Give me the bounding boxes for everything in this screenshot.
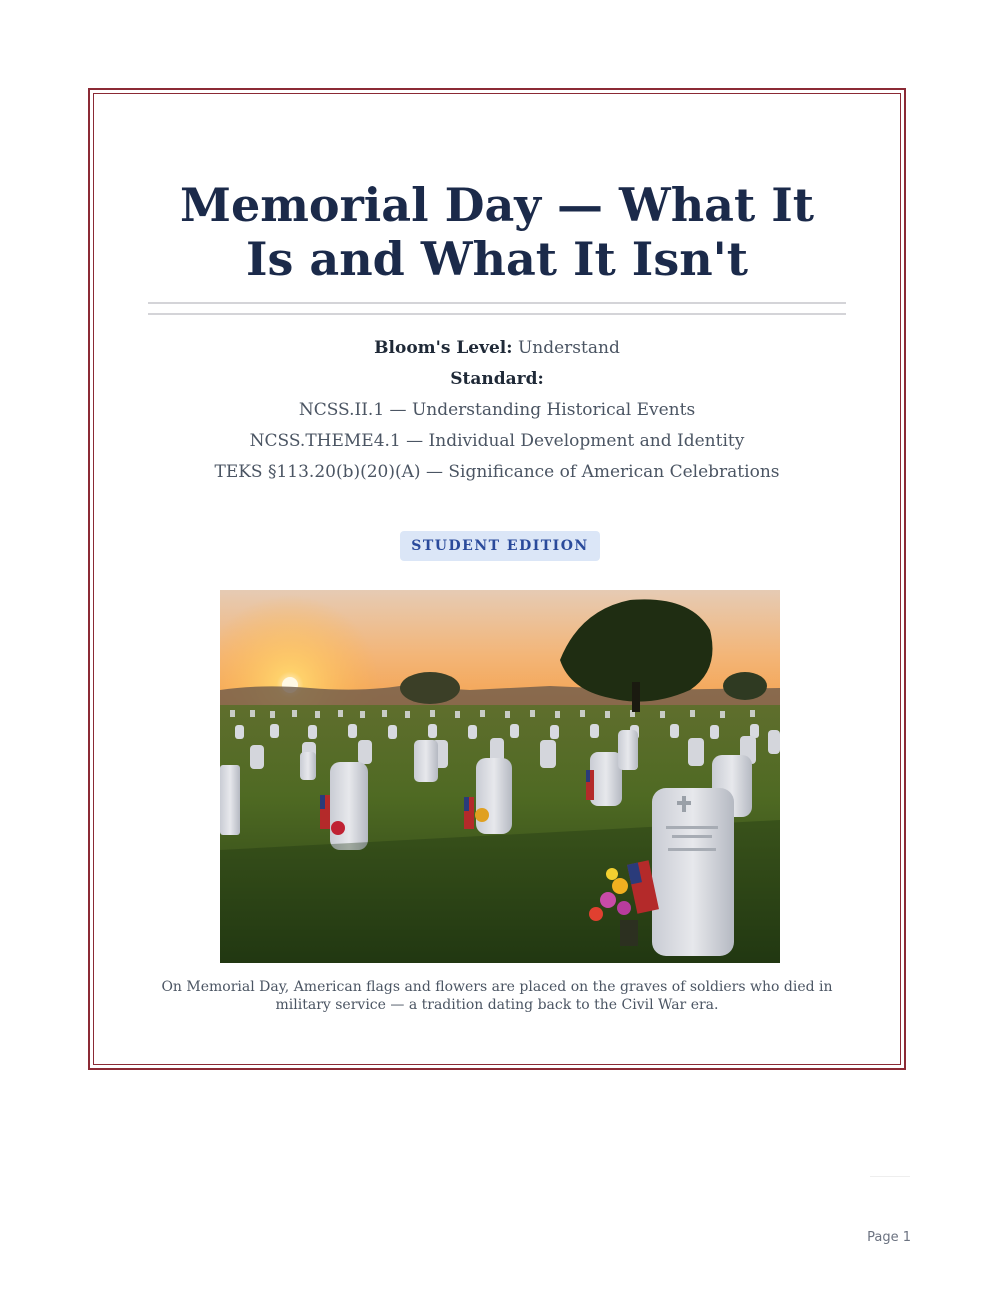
cover-frame xyxy=(88,88,906,1070)
standard-heading xyxy=(110,369,884,389)
standard-item: NCSS.THEME4.1 — Individual Development and Identity xyxy=(249,431,745,451)
blooms-level-value: Understand xyxy=(517,338,620,358)
page-title: Memorial Day — What It Is and What It Isn't xyxy=(180,178,814,286)
cemetery-photo xyxy=(220,590,780,963)
edition-badge: STUDENT EDITION xyxy=(400,531,600,561)
page-number: Page 1 xyxy=(867,1230,911,1245)
standard-label: Standard: xyxy=(450,369,544,389)
footer-divider xyxy=(870,1176,910,1177)
title-divider-top xyxy=(148,302,846,304)
standard-item: NCSS.II.1 — Understanding Historical Events xyxy=(298,400,696,420)
image-caption: On Memorial Day, American flags and flowers are placed on the graves of soldiers who died in military service — a tradition dating back to the Civil War era. xyxy=(161,979,833,1013)
blooms-level xyxy=(110,338,884,358)
standard-item: TEKS §113.20(b)(20)(A) — Significance of American Celebrations xyxy=(214,462,780,482)
title-divider-bottom xyxy=(148,313,846,315)
blooms-level-label: Bloom's Level: xyxy=(374,338,513,358)
